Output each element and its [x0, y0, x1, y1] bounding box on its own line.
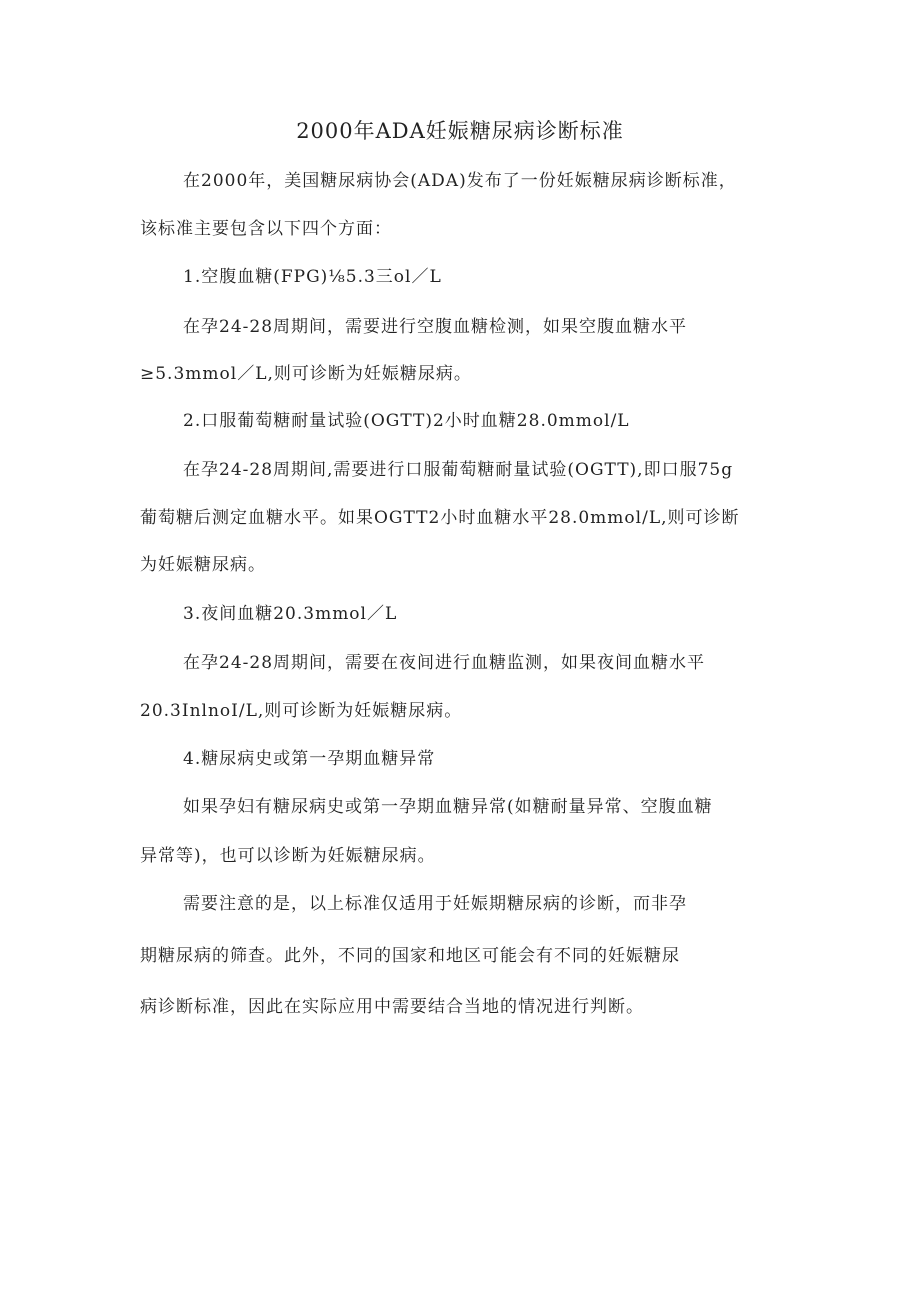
criterion-4-text-line-2: 异常等)，也可以诊断为妊娠糖尿病。	[140, 846, 436, 866]
criterion-4-heading: 4.糖尿病史或第一孕期血糖异常	[183, 749, 436, 769]
criterion-4-text-line-1: 如果孕妇有糖尿病史或第一孕期血糖异常(如糖耐量异常、空腹血糖	[183, 797, 713, 817]
criterion-1-text-line-2: ≥5.3mmol／L,则可诊断为妊娠糖尿病。	[140, 364, 472, 384]
criterion-2-text-line-1: 在孕24-28周期间,需要进行口服葡萄糖耐量试验(OGTT),即口服75g	[183, 460, 734, 480]
criterion-2-text-line-3: 为妊娠糖尿病。	[140, 555, 266, 575]
criterion-2-text-line-2: 葡萄糖后测定血糖水平。如果OGTT2小时血糖水平28.0mmol/L,则可诊断	[140, 508, 740, 528]
criterion-1-text-line-1: 在孕24-28周期间，需要进行空腹血糖检测，如果空腹血糖水平	[183, 317, 688, 337]
document-title: 2000年ADA妊娠糖尿病诊断标准	[296, 119, 624, 143]
criterion-3-text-line-2: 20.3InlnoI/L,则可诊断为妊娠糖尿病。	[140, 701, 463, 721]
criterion-2-heading: 2.口服葡萄糖耐量试验(OGTT)2小时血糖28.0mmol/L	[183, 411, 630, 431]
criterion-3-text-line-1: 在孕24-28周期间，需要在夜间进行血糖监测，如果夜间血糖水平	[183, 653, 706, 673]
paragraph-intro-line-1: 在2000年，美国糖尿病协会(ADA)发布了一份妊娠糖尿病诊断标准，	[183, 171, 737, 191]
note-line-3: 病诊断标准，因此在实际应用中需要结合当地的情况进行判断。	[140, 997, 644, 1017]
criterion-3-heading: 3.夜间血糖20.3mmol／L	[183, 604, 398, 624]
note-line-2: 期糖尿病的筛查。此外，不同的国家和地区可能会有不同的妊娠糖尿	[140, 946, 680, 966]
paragraph-intro-line-2: 该标准主要包含以下四个方面：	[140, 219, 392, 239]
criterion-1-heading: 1.空腹血糖(FPG)⅛5.3三ol／L	[183, 267, 442, 287]
note-line-1: 需要注意的是，以上标准仅适用于妊娠期糖尿病的诊断，而非孕	[183, 894, 687, 914]
